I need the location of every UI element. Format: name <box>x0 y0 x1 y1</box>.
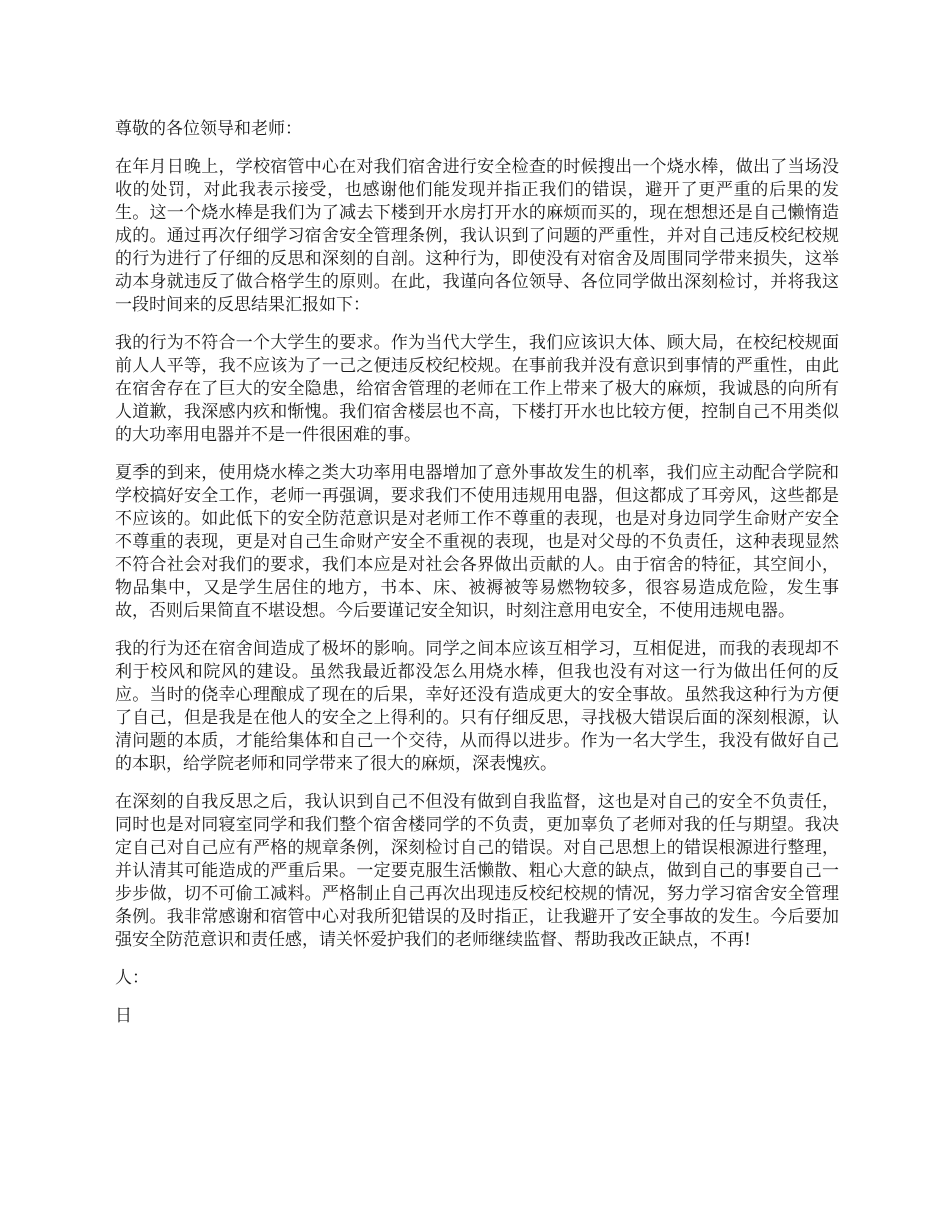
letter-paragraph-3: 夏季的到来，使用烧水棒之类大功率用电器增加了意外事故发生的机率，我们应主动配合学院和学校搞好安全工作，老师一再强调，要求我们不使用违规用电器，但这都成了耳旁风，这些都是不应该的。如此低下的安全防范意识是对老师工作不尊重的表现，也是对身边同学生命财产安全不尊重的表现，更是对自己生命财产安全不重视的表现，也是对父母的不负责任，这种表现显然不符合社会对我们的要求，我们本应是对社会各界做出贡献的人。由于宿舍的特征，其空间小，物品集中，又是学生居住的地方，书本、床、被褥被等易燃物较多，很容易造成危险，发生事故，否则后果简直不堪设想。今后要谨记安全知识，时刻注意用电安全，不使用违规电器。 <box>115 463 839 621</box>
letter-paragraph-1: 在年月日晚上，学校宿管中心在对我们宿舍进行安全检查的时候搜出一个烧水棒，做出了当场没收的处罚，对此我表示接受，也感谢他们能发现并指正我们的错误，避开了更严重的后果的发生。这一个烧水棒是我们为了减去下楼到开水房打开水的麻烦而买的，现在想想还是自己懒惰造成的。通过再次仔细学习宿舍安全管理条例，我认识到了问题的严重性，并对自己违反校纪校规的行为进行了仔细的反思和深刻的自剖。这种行为，即使没有对宿舍及周围同学带来损失，这举动本身就违反了做合格学生的原则。在此，我谨向各位领导、各位同学做出深刻检讨，并将我这一段时间来的反思结果汇报如下： <box>115 157 839 315</box>
date-label: 日 <box>115 1006 132 1026</box>
letter-paragraph-4: 我的行为还在宿舍间造成了极坏的影响。同学之间本应该互相学习，互相促进，而我的表现却不利于校风和院风的建设。虽然我最近都没怎么用烧水棒，但我也没有对这一行为做出任何的反应。当时的侥幸心理酿成了现在的后果，幸好还没有造成更大的安全事故。虽然我这种行为方便了自己，但是我是在他人的安全之上得利的。只有仔细反思，寻找极大错误后面的深刻根源，认清问题的本质，才能给集体和自己一个交待，从而得以进步。作为一名大学生，我没有做好自己的本职，给学院老师和同学带来了很大的麻烦，深表愧疚。 <box>115 639 839 774</box>
signature-label: 人： <box>115 968 149 988</box>
letter-greeting: 尊敬的各位领导和老师： <box>115 119 302 139</box>
letter-document <box>115 118 839 1043</box>
letter-paragraph-2: 我的行为不符合一个大学生的要求。作为当代大学生，我们应该识大体、顾大局，在校纪校规面前人人平等，我不应该为了一己之便违反校纪校规。在事前我并没有意识到事情的严重性，由此在宿舍存在了巨大的安全隐患，给宿舍管理的老师在工作上带来了极大的麻烦，我诚恳的向所有人道歉，我深感内疚和惭愧。我们宿舍楼层也不高，下楼打开水也比较方便，控制自己不用类似的大功率用电器并不是一件很困难的事。 <box>115 333 839 445</box>
letter-paragraph-5: 在深刻的自我反思之后，我认识到自己不但没有做到自我监督，这也是对自己的安全不负责任，同时也是对同寝室同学和我们整个宿舍楼同学的不负责，更加辜负了老师对我的任与期望。我决定自己对自己应有严格的规章条例，深刻检讨自己的错误。对自己思想上的错误根源进行整理，并认清其可能造成的严重后果。一定要克服生活懒散、粗心大意的缺点，做到自己的事要自己一步步做，切不可偷工减料。严格制止自己再次出现违反校纪校规的情况，努力学习宿舍安全管理条例。我非常感谢和宿管中心对我所犯错误的及时指正，让我避开了安全事故的发生。今后要加强安全防范意识和责任感，请关怀爱护我们的老师继续监督、帮助我改正缺点，不再! <box>115 792 839 950</box>
